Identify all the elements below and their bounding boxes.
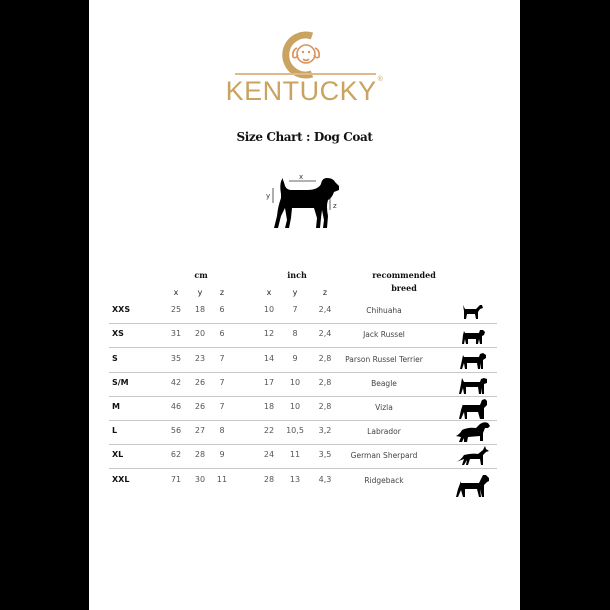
cm-x-header: x [173,288,179,297]
vizsla-dog-icon [453,396,493,420]
svg-text:z: z [333,202,337,210]
logo-underline [235,73,376,75]
ridgeback-dog-icon [453,469,493,499]
table-row: S/M 42 26 7 17 10 2,8 Beagle [109,372,497,397]
table-row: XXL 71 30 11 28 13 4,3 Ridgeback [109,469,497,493]
page-title: Size Chart : Dog Coat [236,130,373,144]
terrier-dog-icon [453,323,493,347]
table-row: XXS 25 18 6 10 7 2,4 Chihuaha [109,299,497,324]
cm-y-header: y [197,288,203,297]
inch-x-header: x [266,288,272,297]
table-row: XL 62 28 9 24 11 3,5 German Sherpard [109,444,497,469]
table-row: M 46 26 7 18 10 2,8 Vizla [109,396,497,421]
inch-z-header: z [322,288,328,297]
registered-mark: ® [377,76,384,83]
cm-z-header: z [219,288,225,297]
shepherd-dog-icon [453,444,493,468]
dog-measurement-diagram [261,168,351,238]
beagle-dog-icon [453,372,493,396]
cm-header: cm [194,270,208,280]
table-row: XS 31 20 6 12 8 2,4 Jack Russel [109,323,497,348]
breed-header-line1: recommended [372,270,436,280]
svg-text:y: y [266,192,271,200]
inch-header: inch [287,270,307,280]
size-chart-page [89,0,520,610]
inch-y-header: y [292,288,298,297]
measure-dog-silhouette-icon [274,178,339,228]
table-row: L 56 27 8 22 10,5 3,2 Labrador [109,420,497,445]
table-row: S 35 23 7 14 9 2,8 Parson Russel Terrier [109,348,497,373]
brand-name: KENTUCKY [225,76,377,106]
kentucky-logo [89,28,520,106]
breed-header-line2: breed [391,283,417,293]
terrier-dog-icon [453,348,493,372]
small-dog-icon [453,299,493,323]
svg-text:x: x [299,173,304,181]
labrador-dog-icon [453,420,493,444]
